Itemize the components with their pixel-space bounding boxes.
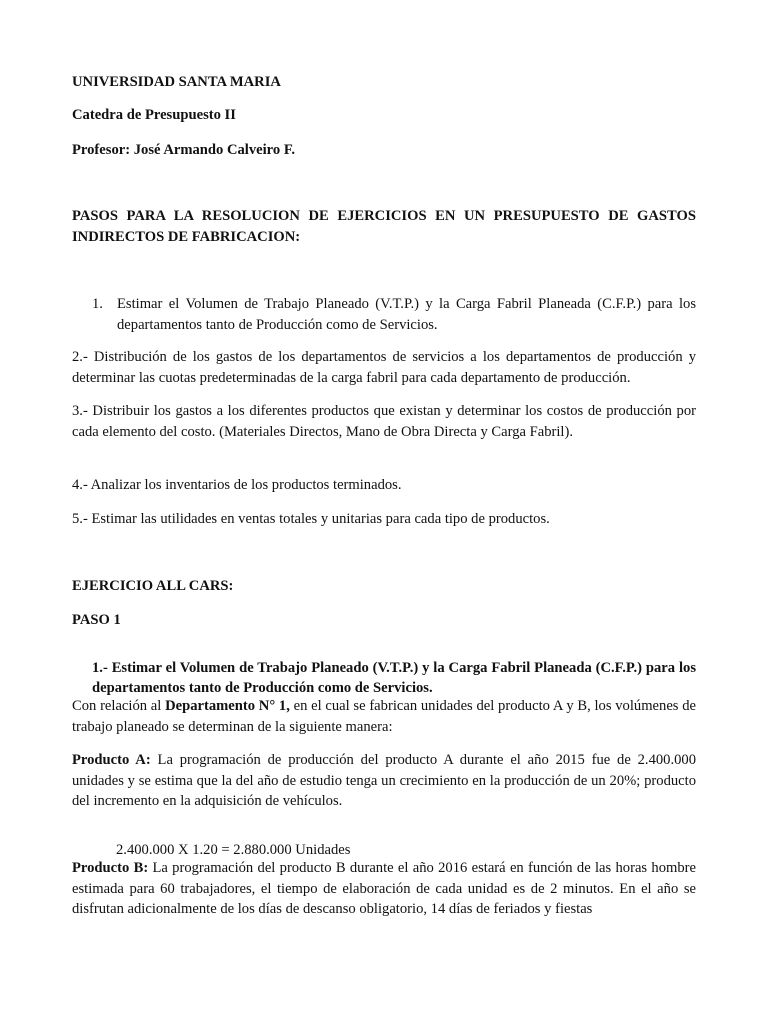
document-page	[72, 0, 696, 1024]
step-1	[92, 294, 696, 335]
university-name: UNIVERSIDAD SANTA MARIA	[72, 74, 281, 90]
product-a-paragraph	[72, 750, 696, 812]
product-b-text: La programación del producto B durante el año 2016 estará en función de las horas hombre estimada para 60 trabajadores, el tiempo de elaboración de cada unidad es de 2 minutos. En el año se disfrutan adicionalmente de los días de descanso obligatorio, 14 días de feriados y fiestas	[72, 860, 696, 917]
paso-heading: 1.- Estimar el Volumen de Trabajo Planeado (V.T.P.) y la Carga Fabril Planeada (C.F.P.) para los departamentos tanto de Producción como de Servicios.	[92, 659, 696, 697]
formula: 2.400.000 X 1.20 = 2.880.000 Unidades	[116, 841, 351, 858]
step-4: 4.- Analizar los inventarios de los productos terminados.	[72, 477, 402, 493]
dept-intro-post: en el cual se fabrican unidades del producto A y B, los volúmenes de trabajo planeado se determinan de la siguiente manera:	[72, 698, 696, 735]
step-3: 3.- Distribuir los gastos a los diferentes productos que existan y determinar los costos de producción por cada elemento del costo. (Materiales Directos, Mano de Obra Directa y Carga Fabril).	[72, 403, 696, 440]
step-5: 5.- Estimar las utilidades en ventas totales y unitarias para cada tipo de productos.	[72, 511, 550, 527]
exercise-title: EJERCICIO ALL CARS:	[72, 578, 234, 594]
product-a-label: Producto A:	[72, 752, 151, 768]
product-a-text: La programación de producción del producto A durante el año 2015 fue de 2.400.000 unidades y se estima que la del año de estudio tenga un crecimiento en la producción de un 20%; producto del incremento en la adquisición de vehículos.	[72, 752, 696, 809]
paso-label: PASO 1	[72, 612, 121, 628]
department-intro	[72, 696, 696, 737]
dept-intro-bold: Departamento N° 1,	[165, 698, 290, 714]
step-1-number: 1.	[92, 296, 103, 312]
product-b-paragraph	[72, 858, 696, 920]
section-title: PASOS PARA LA RESOLUCION DE EJERCICIOS EN UN PRESUPUESTO DE GASTOS INDIRECTOS DE FABRICACION:	[72, 208, 696, 245]
step-2: 2.- Distribución de los gastos de los departamentos de servicios a los departamentos de producción y determinar las cuotas predeterminadas de la carga fabril para cada departamento de producción.	[72, 349, 696, 386]
product-b-label: Producto B:	[72, 860, 149, 876]
step-1-text: Estimar el Volumen de Trabajo Planeado (V.T.P.) y la Carga Fabril Planeada (C.F.P.) para los departamentos tanto de Producción como de Servicios.	[117, 296, 696, 333]
professor-name: Profesor: José Armando Calveiro F.	[72, 142, 296, 158]
course-name: Catedra de Presupuesto II	[72, 107, 236, 123]
dept-intro-pre: Con relación al	[72, 698, 166, 714]
